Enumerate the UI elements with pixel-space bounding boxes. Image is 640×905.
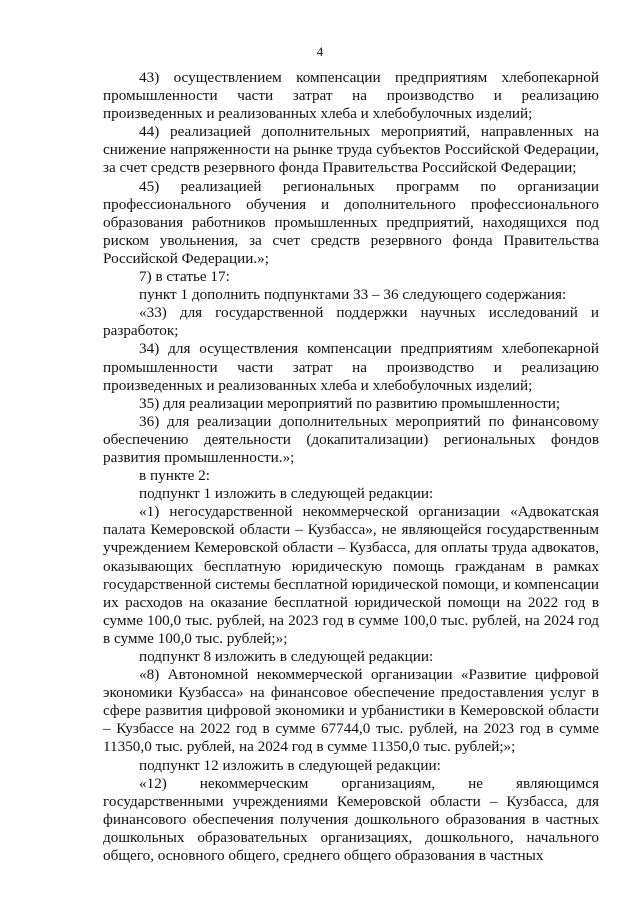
paragraph-subpoint-1-text: «1) негосударственной некоммерческой организации «Адвокатская палата Кемеровской области – Кузбасса», не являющейся государственным учреждением Кемеровской области – Кузбасса, для оплаты труда адвокатов, оказывающих бесплатную юридическую помощь гражданам в рамках государственной системы бесплатной юридической помощи, и компенсации их расходов на оказание бесплатной юридической помощи на 2022 год в сумме 100,0 тыс. рублей, на 2023 год в сумме 100,0 тыс. рублей, на 2024 год в сумме 100,0 тыс. рублей;»; [103, 503, 599, 647]
paragraph-subpoint-8-text: «8) Автономной некоммерческой организации «Развитие цифровой экономики Кузбасса» на финансовое обеспечение предоставления услуг в сфере развития цифровой экономики и урбанистики в Кемеровской области – Кузбассе на 2022 год в сумме 67744,0 тыс. рублей, на 2023 год в сумме 11350,0 тыс. рублей, на 2024 год в сумме 11350,0 тыс. рублей;»; [103, 666, 599, 756]
paragraph-item-45: 45) реализацией региональных программ по организации профессионального обучения и дополнительного профессионального образования работников промышленных предприятий, находящихся под риском увольнения, за счет средств резервного фонда Правительства Российской Федерации.»; [103, 177, 599, 267]
paragraph-amend-subpoint-1: подпункт 1 изложить в следующей редакции: [139, 485, 434, 503]
paragraph-item-7-article-17: 7) в статье 17: [139, 268, 230, 286]
paragraph-item-44: 44) реализацией дополнительных мероприятий, направленных на снижение напряженности на рынке труда субъектов Российской Федерации, за счет средств резервного фонда Правительства Российской Федерации; [103, 123, 599, 177]
paragraph-subitem-33: «33) для государственной поддержки научных исследований и разработок; [103, 304, 599, 340]
paragraph-item-43: 43) осуществлением компенсации предприятиям хлебопекарной промышленности части затрат на производство и реализацию произведенных и реализованных хлеба и хлебобулочных изделий; [103, 69, 599, 123]
document-body [103, 69, 599, 865]
page-number: 4 [316, 44, 324, 59]
paragraph-point-2: в пункте 2: [139, 467, 210, 485]
paragraph-subitem-34: 34) для осуществления компенсации предприятиям хлебопекарной промышленности части затрат на производство и реализацию произведенных и реализованных хлеба и хлебобулочных изделий; [103, 340, 599, 394]
paragraph-subpoint-12-text: «12) некоммерческим организациям, не являющимся государственными учреждениями Кемеровской области – Кузбасса, для финансового обеспечения получения дошкольного образования в частных дошкольных образовательных организациях, дошкольного, начального общего, основного общего, среднего общего образования в частных [103, 774, 599, 865]
paragraph-subitem-35: 35) для реализации мероприятий по развитию промышленности; [139, 394, 561, 412]
paragraph-subitem-36: 36) для реализации дополнительных мероприятий по финансовому обеспечению деятельности (докапитализации) региональных фондов развития промышленности.»; [103, 412, 599, 466]
paragraph-amend-subpoint-8: подпункт 8 изложить в следующей редакции: [139, 648, 434, 665]
paragraph-amend-point-1: пункт 1 дополнить подпунктами 33 – 36 следующего содержания: [139, 286, 567, 304]
paragraph-amend-subpoint-12: подпункт 12 изложить в следующей редакции: [139, 756, 441, 774]
